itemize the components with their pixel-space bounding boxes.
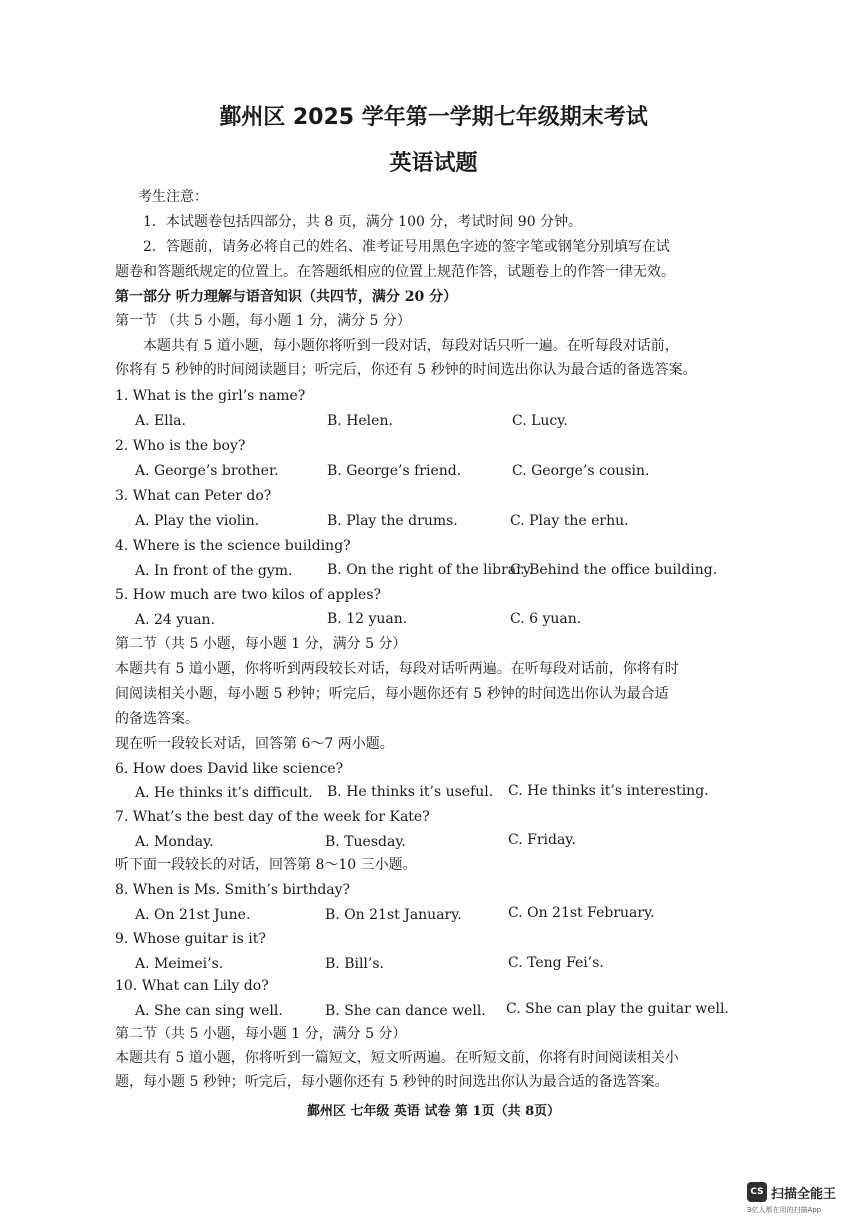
option-b: B. Helen. xyxy=(327,413,393,429)
notice-line: 题卷和答题纸规定的位置上。在答题纸相应的位置上规范作答，试题卷上的作答一律无效。 xyxy=(115,264,675,280)
option-a: A. On 21st June. xyxy=(135,907,251,923)
option-b: B. He thinks it’s useful. xyxy=(327,784,494,800)
option-a: A. He thinks it’s difficult. xyxy=(135,785,313,801)
question: 2. Who is the boy? xyxy=(115,438,246,454)
notice-line: 1．本试题卷包括四部分，共 8 页，满分 100 分，考试时间 90 分钟。 xyxy=(143,214,583,230)
option-a: A. Play the violin. xyxy=(135,513,260,529)
section1-intro: 本题共有 5 道小题，每小题你将听到一段对话，每段对话只听一遍。在听每段对话前， xyxy=(143,338,679,354)
option-b: B. Tuesday. xyxy=(325,834,406,850)
section2-intro: 的备选答案。 xyxy=(115,711,199,727)
section1-intro: 你将有 5 秒钟的时间阅读题目；听完后，你还有 5 秒钟的时间选出你认为最合适的备选答案。 xyxy=(115,362,697,378)
option-a: A. Monday. xyxy=(135,834,214,850)
notice-heading: 考生注意： xyxy=(138,189,208,205)
option-a: A. George’s brother. xyxy=(135,463,279,479)
option-b: B. Play the drums. xyxy=(327,513,458,529)
scanner-tagline: 3亿人都在用的扫描App xyxy=(747,1206,822,1214)
option-c: C. On 21st February. xyxy=(508,905,655,921)
option-b: B. Bill’s. xyxy=(325,956,384,972)
scanner-watermark xyxy=(747,1182,847,1216)
option-c: C. She can play the guitar well. xyxy=(506,1001,729,1017)
option-a: A. Ella. xyxy=(135,413,186,429)
option-c: C. Play the erhu. xyxy=(510,513,629,529)
option-c: C. Friday. xyxy=(508,832,576,848)
scanner-app-name: 扫描全能王 xyxy=(771,1187,837,1202)
question: 3. What can Peter do? xyxy=(115,488,272,504)
scanner-logo-icon: CS xyxy=(747,1182,767,1202)
exam-subtitle: 英语试题 xyxy=(389,151,478,176)
section2-lead: 现在听一段较长对话，回答第 6～7 两小题。 xyxy=(115,736,394,752)
question: 10. What can Lily do? xyxy=(115,978,269,994)
option-c: C. 6 yuan. xyxy=(510,611,582,627)
section2-heading: 第二节（共 5 小题，每小题 1 分，满分 5 分） xyxy=(115,636,407,652)
part1-heading: 第一部分 听力理解与语音知识（共四节，满分 20 分） xyxy=(115,289,458,305)
option-b: B. On 21st January. xyxy=(325,907,462,923)
option-a: A. She can sing well. xyxy=(135,1003,283,1019)
section2-intro: 本题共有 5 道小题，你将听到两段较长对话，每段对话听两遍。在听每段对话前，你将有时 xyxy=(115,661,679,677)
section1-heading: 第一节 （共 5 小题，每小题 1 分，满分 5 分） xyxy=(115,313,411,329)
option-c: C. Behind the office building. xyxy=(510,562,718,578)
section3-intro: 本题共有 5 道小题，你将听到一篇短文，短文听两遍。在听短文前，你将有时间阅读相关小 xyxy=(115,1050,679,1066)
option-c: C. Teng Fei’s. xyxy=(508,955,604,971)
option-c: C. He thinks it’s interesting. xyxy=(508,783,709,799)
option-a: A. Meimei’s. xyxy=(135,956,224,972)
section3-heading: 第二节（共 5 小题，每小题 1 分，满分 5 分） xyxy=(115,1026,407,1042)
section3-intro: 题，每小题 5 秒钟；听完后，每小题你还有 5 秒钟的时间选出你认为最合适的备选答案。 xyxy=(115,1074,669,1090)
question: 5. How much are two kilos of apples? xyxy=(115,587,382,603)
question: 6. How does David like science? xyxy=(115,761,344,777)
question: 9. Whose guitar is it? xyxy=(115,931,266,947)
option-a: A. 24 yuan. xyxy=(135,612,216,628)
question: 7. What’s the best day of the week for Kate? xyxy=(115,809,430,825)
question: 4. Where is the science building? xyxy=(115,538,351,554)
option-b: B. She can dance well. xyxy=(325,1003,486,1019)
option-c: C. Lucy. xyxy=(512,413,568,429)
section2-intro: 间阅读相关小题，每小题 5 秒钟；听完后，每小题你还有 5 秒钟的时间选出你认为最合适 xyxy=(115,686,669,702)
option-c: C. George’s cousin. xyxy=(512,463,650,479)
option-b: B. On the right of the library. xyxy=(327,562,534,578)
page-footer: 鄞州区 七年级 英语 试卷 第 1页（共 8页） xyxy=(306,1104,561,1119)
option-b: B. George’s friend. xyxy=(327,463,462,479)
option-a: A. In front of the gym. xyxy=(135,563,293,579)
section2-lead: 听下面一段较长的对话，回答第 8～10 三小题。 xyxy=(115,857,417,873)
question: 1. What is the girl’s name? xyxy=(115,388,306,404)
question: 8. When is Ms. Smith’s birthday? xyxy=(115,882,351,898)
notice-line: 2．答题前，请务必将自己的姓名、准考证号用黑色字迹的签字笔或钢笔分别填写在试 xyxy=(143,239,670,255)
exam-title: 鄞州区 2025 学年第一学期七年级期末考试 xyxy=(219,105,648,130)
option-b: B. 12 yuan. xyxy=(327,611,408,627)
